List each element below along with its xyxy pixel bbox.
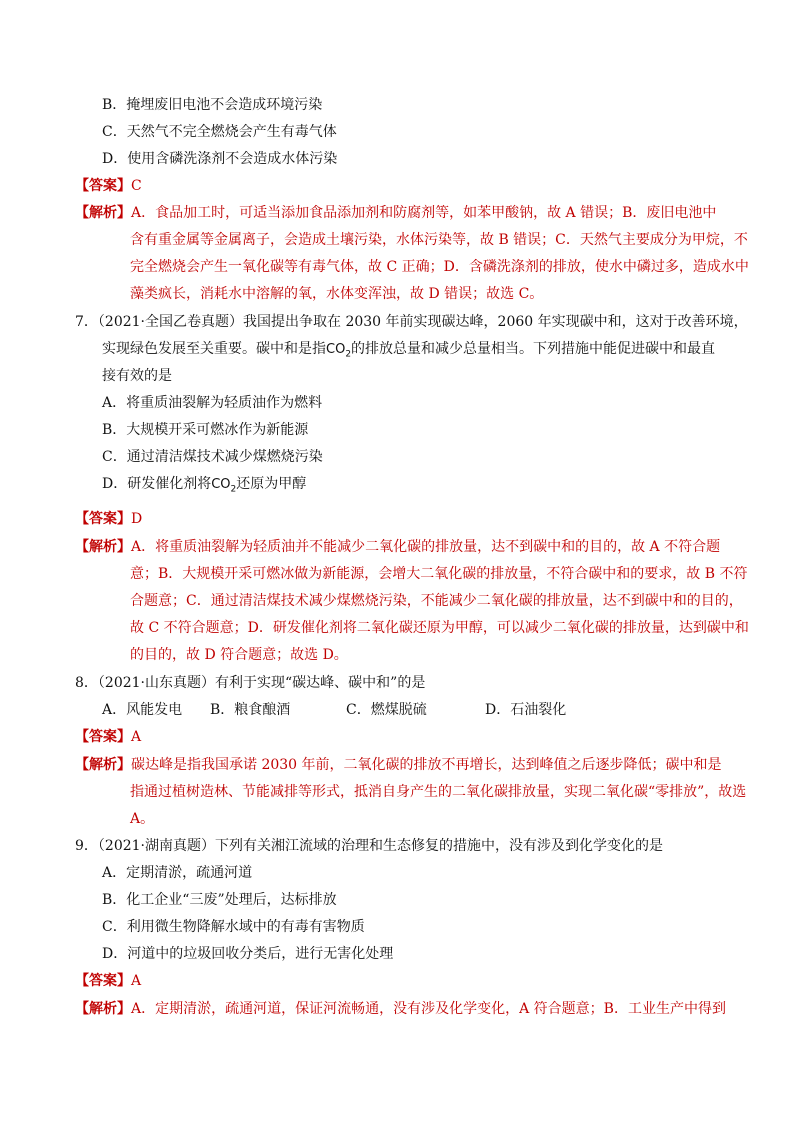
question-source: （2021·山东真题） bbox=[97, 675, 216, 691]
analysis-tag: 【解析】 bbox=[75, 1001, 131, 1017]
analysis-text: 碳达峰是指我国承诺 2030 年前，二氧化碳的排放不再增长，达到峰值之后逐步降低；碳中和是 bbox=[131, 757, 722, 773]
q8-answer-row bbox=[75, 728, 141, 746]
analysis-tag: 【解析】 bbox=[75, 757, 131, 773]
option-text: 还原为甲醇 bbox=[236, 476, 307, 492]
analysis-text: A．食品加工时，可适当添加食品添加剂和防腐剂等，如苯甲酸钠，故 A 错误；B．废旧电池中 bbox=[131, 205, 717, 221]
q9-option-a: A．定期清淤，疏通河道 bbox=[102, 865, 253, 881]
analysis-text: A．将重质油裂解为轻质油并不能减少二氧化碳的排放量，达不到碳中和的目的，故 A 不符合题 bbox=[131, 539, 721, 555]
q7-stem-line-3: 接有效的是 bbox=[102, 368, 172, 384]
co2-sub: 2 bbox=[230, 484, 237, 495]
co2-formula bbox=[326, 342, 352, 360]
q9-analysis-row-1 bbox=[75, 1000, 726, 1018]
answer-value: C bbox=[131, 178, 142, 194]
answer-tag: 【答案】 bbox=[75, 178, 131, 194]
q8-option-b: B．粮食酿酒 bbox=[210, 702, 291, 718]
q7-stem-line-2 bbox=[102, 340, 715, 359]
answer-tag: 【答案】 bbox=[75, 729, 131, 745]
co2-main: CO bbox=[211, 477, 231, 492]
q9-option-c: C．利用微生物降解水域中的有毒有害物质 bbox=[102, 919, 365, 935]
q7-stem-line-1 bbox=[75, 313, 748, 331]
q9-option-b: B．化工企业“三废”处理后，达标排放 bbox=[102, 892, 337, 908]
q6-option-c: C．天然气不完全燃烧会产生有毒气体 bbox=[102, 124, 337, 140]
co2-sub: 2 bbox=[345, 349, 352, 360]
answer-value: A bbox=[131, 729, 142, 745]
q8-analysis-line-3: A。 bbox=[130, 811, 155, 827]
stem-text: 实现绿色发展至关重要。碳中和是指 bbox=[102, 341, 326, 357]
q7-analysis-line-2: 意；B．大规模开采可燃冰做为新能源，会增大二氧化碳的排放量，不符合碳中和的要求，故 B 不符 bbox=[130, 566, 748, 582]
q7-option-d bbox=[102, 475, 306, 494]
answer-value: A bbox=[131, 973, 142, 989]
question-number: 7． bbox=[75, 314, 98, 330]
question-number: 8． bbox=[75, 675, 98, 691]
q6-option-d: D．使用含磷洗涤剂不会造成水体污染 bbox=[102, 151, 338, 167]
q7-analysis-line-4: 故 C 不符合题意；D．研发催化剂将二氧化碳还原为甲醇，可以减少二氧化碳的排放量，达到碳中和 bbox=[130, 620, 749, 636]
q8-analysis-line-2: 指通过植树造林、节能减排等形式，抵消自身产生的二氧化碳排放量，实现二氧化碳“零排放”，故选 bbox=[130, 784, 747, 800]
answer-tag: 【答案】 bbox=[75, 511, 131, 527]
q6-option-b: B．掩埋废旧电池不会造成环境污染 bbox=[102, 97, 323, 113]
stem-text: 的排放总量和减少总量相当。下列措施中能促进碳中和最直 bbox=[351, 341, 716, 357]
co2-main: CO bbox=[326, 342, 346, 357]
q7-option-b: B．大规模开采可燃冰作为新能源 bbox=[102, 422, 309, 438]
question-stem: 我国提出争取在 2030 年前实现碳达峰，2060 年实现碳中和，这对于改善环境， bbox=[243, 314, 748, 330]
answer-tag: 【答案】 bbox=[75, 973, 131, 989]
q7-analysis-line-5: 的目的，故 D 符合题意；故选 D。 bbox=[130, 647, 348, 663]
question-stem: 下列有关湘江流域的治理和生态修复的措施中，没有涉及到化学变化的是 bbox=[215, 838, 664, 854]
question-number: 9． bbox=[75, 838, 98, 854]
q6-answer-row bbox=[75, 177, 142, 195]
option-text: D．研发催化剂将 bbox=[102, 476, 212, 492]
q9-stem bbox=[75, 837, 663, 855]
analysis-tag: 【解析】 bbox=[75, 539, 131, 555]
q7-option-c: C．通过清洁煤技术减少煤燃烧污染 bbox=[102, 449, 323, 465]
analysis-tag: 【解析】 bbox=[75, 205, 131, 221]
q8-option-d: D．石油裂化 bbox=[485, 702, 567, 718]
question-stem: 有利于实现“碳达峰、碳中和”的是 bbox=[215, 675, 426, 691]
question-source: （2021·湖南真题） bbox=[97, 838, 216, 854]
q8-option-c: C．燃煤脱硫 bbox=[346, 702, 427, 718]
q6-analysis-line-4: 藻类疯长，消耗水中溶解的氧，水体变浑浊，故 D 错误；故选 C。 bbox=[130, 286, 544, 302]
co2-formula bbox=[211, 477, 237, 495]
q8-stem bbox=[75, 674, 425, 692]
analysis-text: A．定期清淤，疏通河道，保证河流畅通，没有涉及化学变化，A 符合题意；B．工业生产中得到 bbox=[131, 1001, 726, 1017]
q9-answer-row bbox=[75, 972, 141, 990]
q6-analysis-row-1 bbox=[75, 204, 716, 222]
q6-analysis-line-2: 含有重金属等金属离子，会造成土壤污染，水体污染等，故 B 错误；C．天然气主要成分为甲烷，不 bbox=[130, 232, 748, 248]
q6-analysis-line-3: 完全燃烧会产生一氧化碳等有毒气体，故 C 正确；D．含磷洗涤剂的排放，使水中磷过多，造成水中 bbox=[130, 259, 749, 275]
q7-option-a: A．将重质油裂解为轻质油作为燃料 bbox=[102, 395, 323, 411]
q7-analysis-row-1 bbox=[75, 538, 720, 556]
q7-analysis-line-3: 合题意；C．通过清洁煤技术减少煤燃烧污染，不能减少二氧化碳的排放量，达不到碳中和的目的， bbox=[130, 593, 743, 609]
q8-analysis-row-1 bbox=[75, 756, 722, 774]
answer-value: D bbox=[131, 511, 143, 527]
q8-option-a: A．风能发电 bbox=[102, 702, 183, 718]
question-source: （2021·全国乙卷真题） bbox=[97, 314, 244, 330]
q9-option-d: D．河道中的垃圾回收分类后，进行无害化处理 bbox=[102, 946, 394, 962]
q7-answer-row bbox=[75, 510, 142, 528]
